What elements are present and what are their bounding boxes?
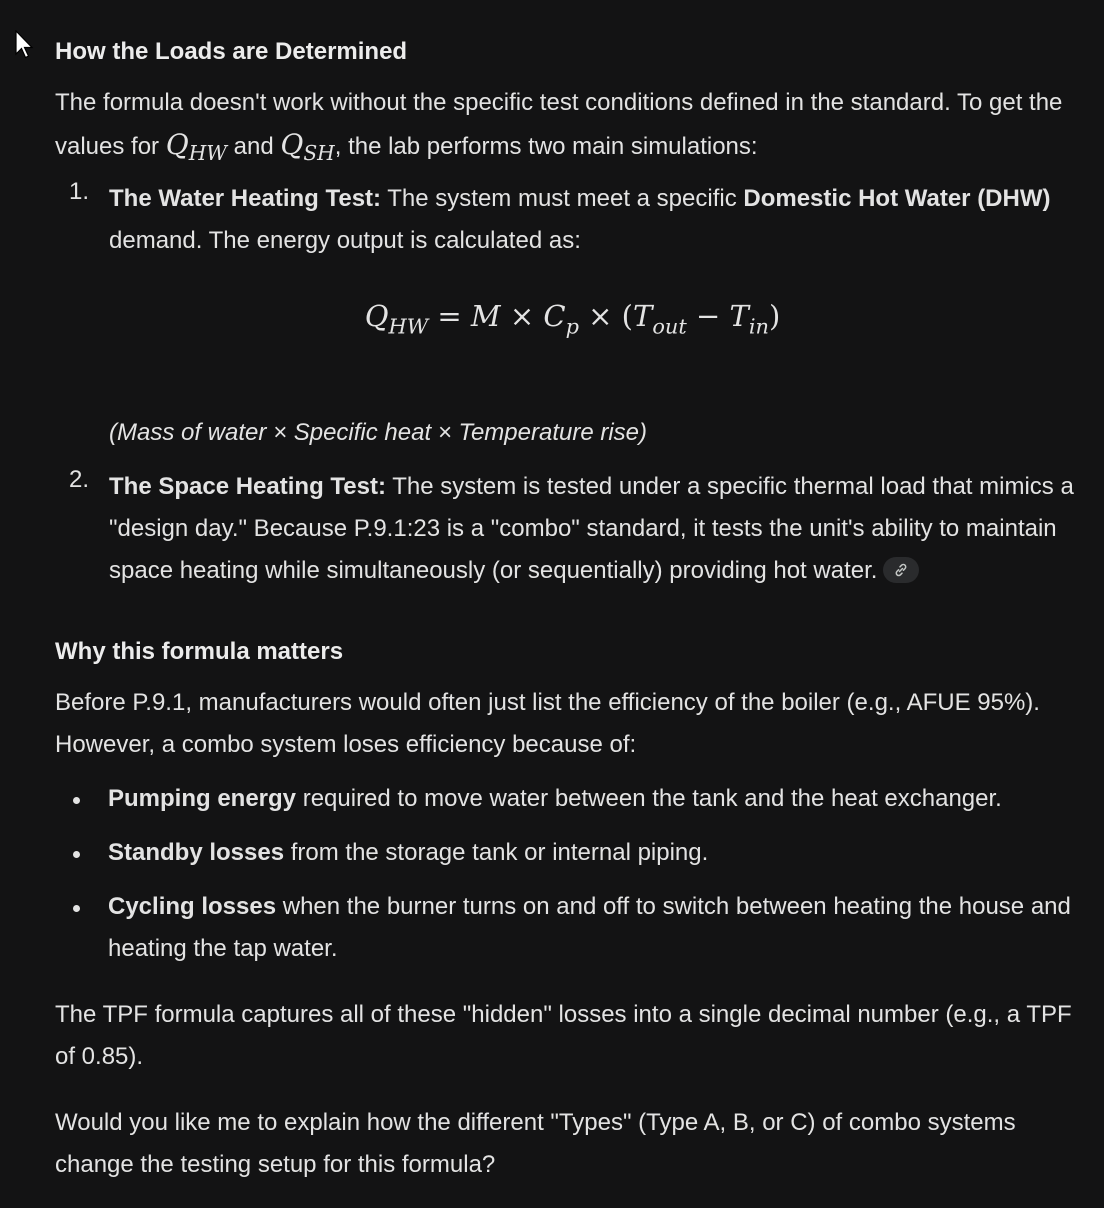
list-item-water-heating bbox=[55, 178, 1090, 262]
link-icon bbox=[894, 563, 908, 577]
intro-and: and bbox=[226, 133, 281, 160]
source-link-chip[interactable] bbox=[883, 557, 919, 583]
intro-text-b: , the lab performs two main simulations: bbox=[334, 133, 758, 160]
bullet-term: Cycling losses bbox=[108, 893, 277, 920]
q-hw-symbol: $Q_{HW}$ bbox=[165, 128, 227, 166]
why-paragraph: Before P.9.1, manufacturers would often just list the efficiency of the boiler (e.g., AFUE 95%). However, a combo system loses efficiency because of: bbox=[55, 689, 1040, 758]
section-heading-why: Why this formula matters bbox=[55, 638, 344, 665]
bullet-dot bbox=[73, 851, 80, 858]
q-sh-symbol: $Q_{SH}$ bbox=[280, 128, 335, 166]
bullet-dot bbox=[73, 797, 80, 804]
intro-text-a: The formula doesn't work without the specific test conditions defined in the standard. To get the values for bbox=[55, 89, 1063, 160]
equation-caption: (Mass of water × Specific heat × Temperature rise) bbox=[109, 419, 648, 446]
mouse-pointer-icon bbox=[14, 30, 36, 60]
energy-equation: $Q_{HW} = M \times C_p \times (T_{out} - T_{in})$ bbox=[364, 299, 781, 339]
list-number: 2. bbox=[69, 466, 90, 493]
bullet-item-standby: Standby losses from the storage tank or internal piping. bbox=[55, 832, 1090, 874]
bullet-term: Standby losses bbox=[108, 839, 285, 866]
item-title: The Water Heating Test: bbox=[109, 185, 382, 212]
intro-paragraph bbox=[55, 82, 1090, 174]
list-item-space-heating bbox=[55, 466, 1090, 592]
item-title: The Space Heating Test: bbox=[109, 473, 386, 500]
summary-paragraph: The TPF formula captures all of these "hidden" losses into a single decimal number (e.g., a TPF of 0.85). bbox=[55, 1001, 1072, 1070]
bullet-dot bbox=[73, 905, 80, 912]
dhw-term: Domestic Hot Water (DHW) bbox=[743, 185, 1051, 212]
follow-up-question: Would you like me to explain how the different "Types" (Type A, B, or C) of combo systems change the testing setup for this formula? bbox=[55, 1109, 1016, 1178]
bullet-term: Pumping energy bbox=[108, 785, 297, 812]
section-heading-loads: How the Loads are Determined bbox=[55, 38, 408, 65]
list-item-text: The Space Heating Test: The system is tested under a specific thermal load that mimics a "design day." Because P.9.1:23 is a "combo" standard, it tests the unit's ability to maintain space heating while simultaneously (or sequentially) providing hot water. bbox=[109, 473, 1074, 584]
bullet-item-pumping: Pumping energy required to move water between the tank and the heat exchanger. bbox=[55, 778, 1090, 820]
list-number: 1. bbox=[69, 178, 90, 205]
list-item-text: The Water Heating Test: The system must meet a specific Domestic Hot Water (DHW) demand. The energy output is calculated as: bbox=[109, 185, 1051, 254]
bullet-item-cycling: Cycling losses when the burner turns on and off to switch between heating the house and heating the tap water. bbox=[55, 886, 1090, 970]
